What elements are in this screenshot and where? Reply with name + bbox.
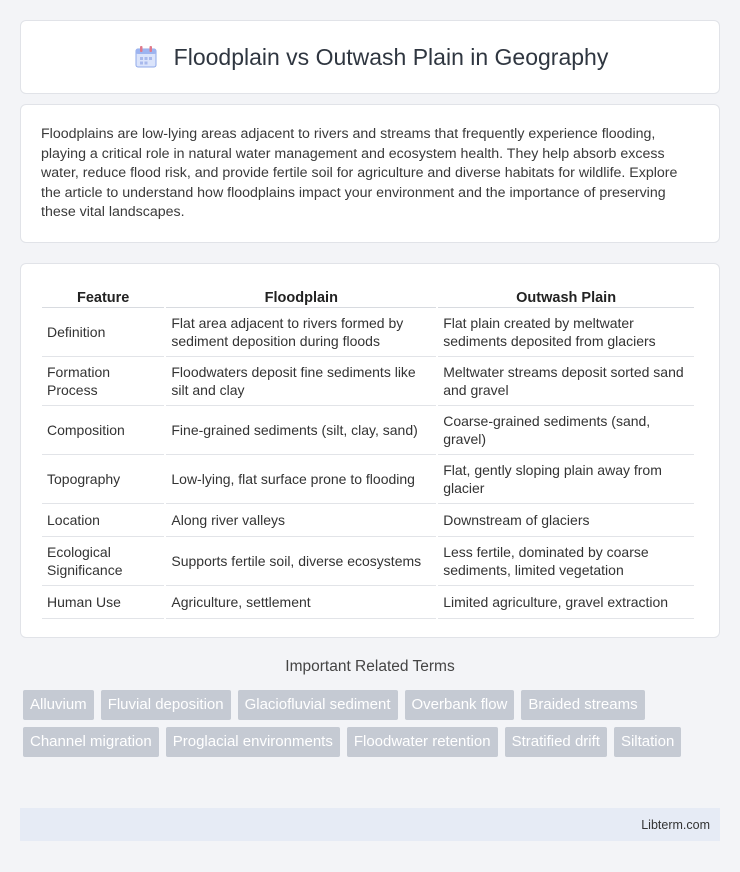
table-cell: Flat area adjacent to rivers formed by sediment deposition during floods <box>166 308 436 357</box>
tag-braided-streams[interactable]: Braided streams <box>521 690 644 720</box>
tag-overbank-flow[interactable]: Overbank flow <box>405 690 515 720</box>
table-cell: Agriculture, settlement <box>166 586 436 619</box>
table-cell: Flat plain created by meltwater sediments deposited from glaciers <box>438 308 694 357</box>
table-row <box>42 586 694 619</box>
table-cell: Ecological Significance <box>42 537 164 586</box>
tag-proglacial-environments[interactable]: Proglacial environments <box>166 727 340 757</box>
table-row <box>42 308 694 357</box>
table-row <box>42 455 694 504</box>
tag-fluvial-deposition[interactable]: Fluvial deposition <box>101 690 231 720</box>
table-cell: Flat, gently sloping plain away from glacier <box>438 455 694 504</box>
table-cell: Limited agriculture, gravel extraction <box>438 586 694 619</box>
related-terms-tags <box>23 690 723 757</box>
column-header-outwash-plain: Outwash Plain <box>438 284 694 308</box>
table-cell: Coarse-grained sediments (sand, gravel) <box>438 406 694 455</box>
comparison-table <box>40 284 696 619</box>
table-cell: Composition <box>42 406 164 455</box>
table-header-row <box>42 284 694 308</box>
column-header-floodplain: Floodplain <box>166 284 436 308</box>
table-row <box>42 504 694 537</box>
intro-card <box>20 104 720 243</box>
page-title: Floodplain vs Outwash Plain in Geography <box>173 43 609 70</box>
tag-stratified-drift[interactable]: Stratified drift <box>505 727 607 757</box>
tag-channel-migration[interactable]: Channel migration <box>23 727 159 757</box>
table-cell: Definition <box>42 308 164 357</box>
footer-link[interactable]: Libterm.com <box>641 817 710 832</box>
comparison-table-card <box>20 263 720 638</box>
table-cell: Fine-grained sediments (silt, clay, sand) <box>166 406 436 455</box>
intro-paragraph: Floodplains are low-lying areas adjacent to rivers and streams that frequently experience flooding, playing a critical role in natural water management and ecosystem health. They help absorb excess water, reduce flood risk, and provide fertile soil for agriculture and diverse habitats for wildlife. Explore the article to understand how floodplains impact your environment and the importance of preserving these vital landscapes. <box>41 126 678 220</box>
table-cell: Human Use <box>42 586 164 619</box>
tag-alluvium[interactable]: Alluvium <box>23 690 94 720</box>
table-cell: Topography <box>42 455 164 504</box>
table-cell: Floodwaters deposit fine sediments like silt and clay <box>166 357 436 406</box>
table-cell: Location <box>42 504 164 537</box>
column-header-feature: Feature <box>42 284 164 308</box>
table-row <box>42 357 694 406</box>
table-cell: Along river valleys <box>166 504 436 537</box>
tag-floodwater-retention[interactable]: Floodwater retention <box>347 727 498 757</box>
related-terms-heading: Important Related Terms <box>285 658 455 675</box>
table-cell: Less fertile, dominated by coarse sediments, limited vegetation <box>438 537 694 586</box>
calendar-icon <box>132 43 160 71</box>
table-cell: Meltwater streams deposit sorted sand and gravel <box>438 357 694 406</box>
tag-siltation[interactable]: Siltation <box>614 727 681 757</box>
header-card <box>20 20 720 94</box>
table-cell: Downstream of glaciers <box>438 504 694 537</box>
table-cell: Low-lying, flat surface prone to flooding <box>166 455 436 504</box>
footer <box>20 808 720 841</box>
tag-glaciofluvial-sediment[interactable]: Glaciofluvial sediment <box>238 690 398 720</box>
table-cell: Formation Process <box>42 357 164 406</box>
table-cell: Supports fertile soil, diverse ecosystems <box>166 537 436 586</box>
table-row <box>42 537 694 586</box>
table-row <box>42 406 694 455</box>
